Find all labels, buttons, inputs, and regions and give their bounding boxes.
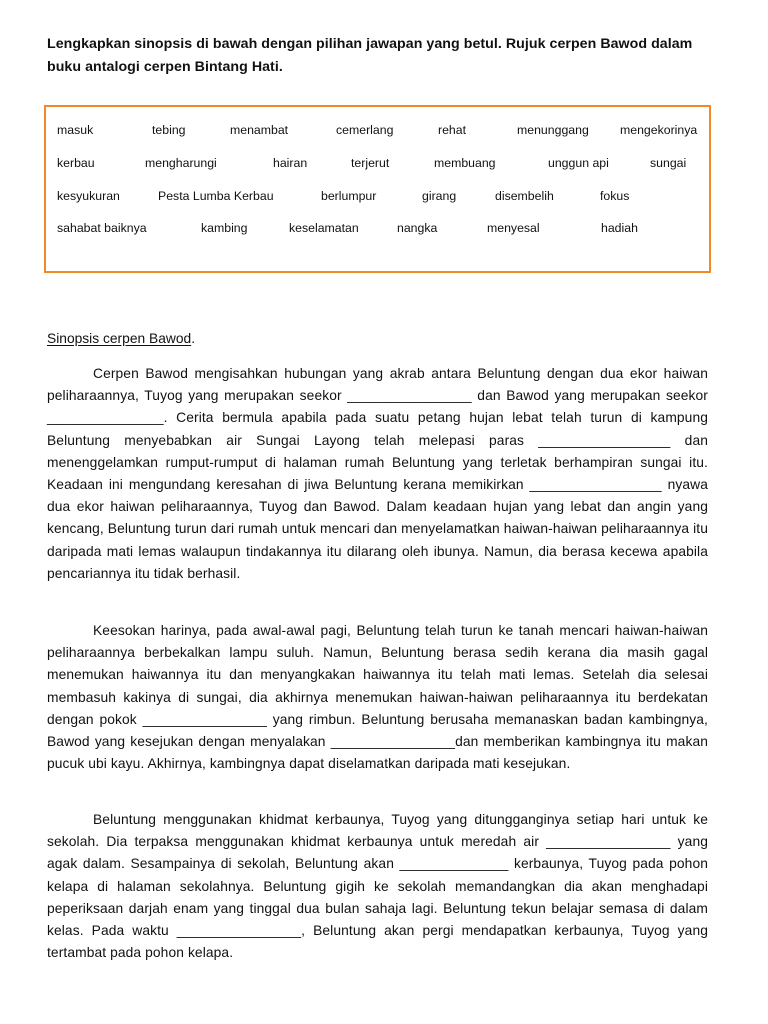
word-bank-item: disembelih	[495, 189, 554, 203]
word-bank-item: menambat	[230, 123, 289, 137]
synopsis-paragraph: Beluntung menggunakan khidmat kerbaunya, Tuyog yang ditungganginya setiap hari untuk ke sekolah. Dia terpaksa menggunakan khidmat kerbaunya untuk meredah air ________________ yang agak dalam. Sesampainya di sekolah, Beluntung akan ______________ kerbaunya, Tuyog pada pohon kelapa di halaman sekolahnya. Beluntung gigih ke sekolah memandangkan dia akan menghadapi peperiksaan darjah enam yang tinggal dua bulan sahaja lagi. Beluntung tekun belajar semasa di dalam kelas. Pada waktu ________________, Beluntung akan pergi mendapatkan kerbaunya, Tuyog yang tertambat pada pohon kelapa.	[47, 812, 708, 961]
word-bank-item: rehat	[438, 123, 467, 137]
word-bank-item: hairan	[273, 156, 308, 170]
word-bank-item: terjerut	[351, 156, 390, 170]
word-bank-item: membuang	[434, 156, 496, 170]
word-bank-item: mengekorinya	[620, 123, 698, 137]
word-bank-box	[44, 105, 711, 273]
word-bank-item: menyesal	[487, 221, 540, 235]
instruction-text: Lengkapkan sinopsis di bawah dengan pilihan jawapan yang betul. Rujuk cerpen Bawod dalam buku antalogi cerpen Bintang Hati.	[47, 36, 693, 75]
word-bank-item: menunggang	[517, 123, 589, 137]
word-bank-item: girang	[422, 189, 457, 203]
word-bank-item: fokus	[600, 189, 630, 203]
word-bank-item: unggun api	[548, 156, 609, 170]
synopsis-title-suffix: .	[191, 331, 196, 346]
word-bank-item: kerbau	[57, 156, 95, 170]
word-bank-item: masuk	[57, 123, 94, 137]
word-bank-item: tebing	[152, 123, 186, 137]
word-bank-item: hadiah	[601, 221, 638, 235]
synopsis-paragraph: Keesokan harinya, pada awal-awal pagi, Beluntung telah turun ke tanah mencari haiwan-haiwan peliharaannya berbekalkan lampu suluh. Namun, Beluntung berasa sedih kerana dia masih gagal menemukan haiwannya itu dan menyangkakan haiwannya itu telah mati lemas. Setelah dia selesai membasuh kakinya di sungai, dia akhirnya menemukan haiwan-haiwan peliharaannya itu berdekatan dengan pokok ________________ yang rimbun. Beluntung berusaha memanaskan badan kambingnya, Bawod yang kesejukan dengan menyalakan ________________dan memberikan kambingnya itu makan pucuk ubi kayu. Akhirnya, kambingnya dapat diselamatkan daripada mati kesejukan.	[47, 623, 708, 772]
synopsis-title-text: Sinopsis cerpen Bawod	[47, 331, 192, 346]
word-bank-item: sungai	[650, 156, 687, 170]
word-bank-item: keselamatan	[289, 221, 359, 235]
word-bank-item: sahabat baiknya	[57, 221, 147, 235]
word-bank-item: nangka	[397, 221, 438, 235]
word-bank-item: kesyukuran	[57, 189, 120, 203]
synopsis-paragraph: Cerpen Bawod mengisahkan hubungan yang akrab antara Beluntung dengan dua ekor haiwan peliharaannya, Tuyog yang merupakan seekor ________________ dan Bawod yang merupakan seekor _______________. Cerita bermula apabila pada suatu petang hujan lebat telah turun di kampung Beluntung menyebabkan air Sungai Layong telah melepasi paras _________________ dan menenggelamkan rumput-rumput di halaman rumah Beluntung yang terletak berhampiran sungai itu. Keadaan ini mengundang keresahan di jiwa Beluntung kerana memikirkan _________________ nyawa dua ekor haiwan peliharaannya, Tuyog dan Bawod. Dalam keadaan hujan yang lebat dan angin yang kencang, Beluntung turun dari rumah untuk mencari dan menyelamatkan haiwan-haiwan peliharaannya itu daripada mati lemas walaupun tindakannya itu dilarang oleh ibunya. Namun, dia berasa kecewa apabila pencariannya itu tidak berhasil.	[47, 366, 708, 581]
word-bank-item: mengharungi	[145, 156, 217, 170]
word-bank-item: berlumpur	[321, 189, 377, 203]
word-bank-item: kambing	[201, 221, 248, 235]
word-bank-item: cemerlang	[336, 123, 394, 137]
synopsis-title	[47, 330, 195, 348]
word-bank-item: Pesta Lumba Kerbau	[158, 189, 274, 203]
